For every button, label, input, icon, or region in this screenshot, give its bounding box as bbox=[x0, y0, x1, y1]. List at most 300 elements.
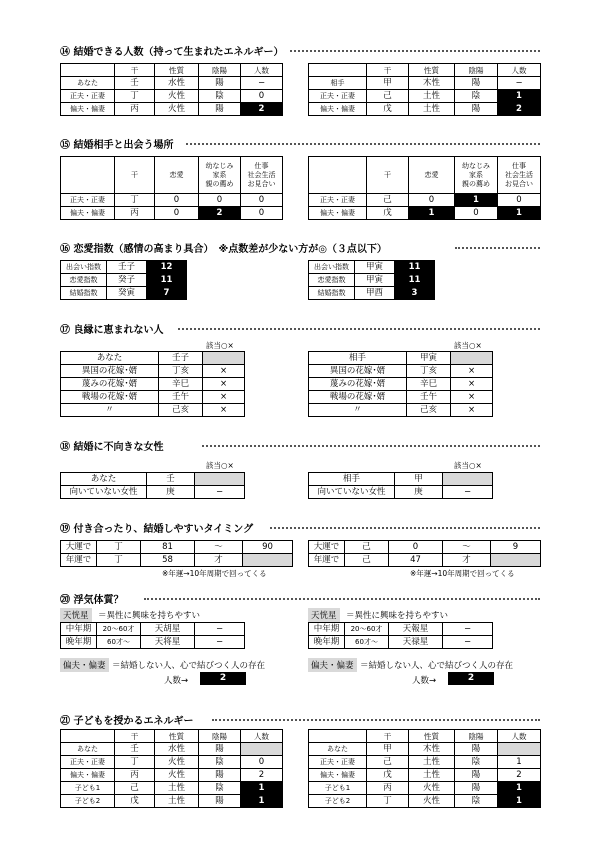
table-cell: 木性 bbox=[409, 77, 455, 90]
table-cell: − bbox=[443, 636, 493, 649]
table-row bbox=[61, 404, 245, 417]
row-label: 偏夫・偏妻 bbox=[61, 103, 115, 116]
table-cell: 天胡星 bbox=[141, 623, 195, 636]
table-cell: 癸子 bbox=[107, 274, 147, 287]
s16-left-table bbox=[60, 260, 187, 300]
table-cell: 陽 bbox=[199, 743, 241, 756]
column-header: 恋愛 bbox=[155, 157, 199, 194]
table-cell: × bbox=[203, 391, 245, 404]
table-row bbox=[61, 378, 245, 391]
column-header: 陰陽 bbox=[455, 64, 498, 77]
table-cell: 陽 bbox=[455, 743, 498, 756]
table-cell: 火性 bbox=[155, 90, 199, 103]
table-cell: 壬子 bbox=[107, 261, 147, 274]
column-header: 幼なじみ 家系 親の薦め bbox=[455, 157, 498, 194]
section-20-header bbox=[60, 591, 540, 605]
table-cell: 庚 bbox=[395, 486, 443, 499]
section-17-header bbox=[60, 321, 540, 335]
table-row bbox=[309, 391, 493, 404]
s20-left-spouse-desc: ＝結婚しない人、心で結びつく人の存在 bbox=[112, 661, 266, 671]
table-cell: 陽 bbox=[199, 795, 241, 808]
dotted-rule bbox=[144, 598, 540, 600]
row-label: 向いていない女性 bbox=[61, 486, 147, 499]
table-cell: 陰 bbox=[199, 90, 241, 103]
table-cell: 1 bbox=[455, 194, 498, 207]
table-cell: 天将星 bbox=[141, 636, 195, 649]
table-cell: 陰 bbox=[199, 756, 241, 769]
table-cell: 9 bbox=[491, 541, 541, 554]
table-row bbox=[309, 473, 493, 486]
row-label: 〃 bbox=[61, 404, 159, 417]
s20-right-count: 2 bbox=[448, 672, 494, 685]
table-row bbox=[309, 77, 541, 90]
table-cell: 丁 bbox=[115, 194, 155, 207]
table-cell: 1 bbox=[498, 756, 541, 769]
s20-left-spouse-label: 偏夫・偏妻 bbox=[60, 658, 109, 672]
column-header: 人数 bbox=[498, 64, 541, 77]
table-row bbox=[61, 743, 283, 756]
table-cell: 丙 bbox=[115, 769, 155, 782]
table-cell: 0 bbox=[241, 194, 283, 207]
s20-right-table bbox=[308, 622, 493, 649]
row-label: 大運で bbox=[61, 541, 97, 554]
s15-right-table bbox=[308, 156, 541, 220]
row-label: 正夫・正妻 bbox=[61, 756, 115, 769]
table-cell: 庚 bbox=[147, 486, 195, 499]
table-cell: 0 bbox=[389, 541, 443, 554]
table-cell: 土性 bbox=[409, 103, 455, 116]
table-row bbox=[309, 404, 493, 417]
table-cell: 0 bbox=[241, 207, 283, 220]
table-cell bbox=[203, 352, 245, 365]
table-cell: × bbox=[203, 378, 245, 391]
table-cell: 戊 bbox=[367, 207, 409, 220]
table-cell: 己亥 bbox=[407, 404, 451, 417]
column-header bbox=[61, 730, 115, 743]
s16-right-table bbox=[308, 260, 435, 300]
table-cell: 0 bbox=[155, 207, 199, 220]
table-row bbox=[309, 623, 493, 636]
table-cell: 1 bbox=[498, 795, 541, 808]
table-cell: 火性 bbox=[155, 769, 199, 782]
column-header: 性質 bbox=[409, 730, 455, 743]
table-row bbox=[309, 782, 541, 795]
section-20 bbox=[60, 591, 540, 701]
table-cell: 甲酉 bbox=[355, 287, 395, 300]
row-label: 異国の花嫁･婿 bbox=[61, 365, 159, 378]
s20-right-star-desc: ＝異性に興味を持ちやすい bbox=[346, 611, 449, 621]
table-cell: 81 bbox=[141, 541, 195, 554]
table-row bbox=[61, 207, 283, 220]
column-header: 干 bbox=[367, 157, 409, 194]
table-cell: 1 bbox=[409, 207, 455, 220]
table-cell: 0 bbox=[455, 207, 498, 220]
table-cell: 1 bbox=[498, 90, 541, 103]
row-label: 結婚指数 bbox=[61, 287, 107, 300]
table-cell: 〜 bbox=[443, 541, 491, 554]
table-row bbox=[61, 194, 283, 207]
table-row bbox=[309, 636, 493, 649]
table-cell: 甲 bbox=[367, 743, 409, 756]
table-cell: 水性 bbox=[155, 77, 199, 90]
section-19 bbox=[60, 520, 540, 580]
table-cell: 丁 bbox=[115, 90, 155, 103]
row-label: 出会い指数 bbox=[309, 261, 355, 274]
header-row bbox=[61, 157, 283, 194]
table-row bbox=[61, 782, 283, 795]
column-header: 幼なじみ 家系 親の薦め bbox=[199, 157, 241, 194]
table-row bbox=[309, 541, 541, 554]
table-row bbox=[61, 391, 245, 404]
table-cell: 己 bbox=[345, 541, 389, 554]
table-cell: 己 bbox=[115, 782, 155, 795]
column-header: 干 bbox=[367, 64, 409, 77]
table-cell: 90 bbox=[243, 541, 293, 554]
row-label: 偏夫・偏妻 bbox=[309, 103, 367, 116]
section-17 bbox=[60, 321, 540, 421]
dotted-rule bbox=[290, 50, 540, 52]
column-header bbox=[61, 64, 115, 77]
row-label: 子ども1 bbox=[309, 782, 367, 795]
table-cell: 土性 bbox=[409, 756, 455, 769]
table-cell: × bbox=[451, 365, 493, 378]
row-label: 偏夫・偏妻 bbox=[309, 769, 367, 782]
table-cell: 木性 bbox=[409, 743, 455, 756]
table-cell: 壬午 bbox=[407, 391, 451, 404]
table-cell: 20〜60才 bbox=[345, 623, 389, 636]
table-cell: 丁 bbox=[367, 795, 409, 808]
row-label: 中年期 bbox=[309, 623, 345, 636]
column-header: 干 bbox=[115, 64, 155, 77]
row-label: 晩年期 bbox=[309, 636, 345, 649]
s17-left-table bbox=[60, 351, 245, 417]
s20-left-table bbox=[60, 622, 245, 649]
table-cell: 天禄星 bbox=[389, 636, 443, 649]
table-cell: 1 bbox=[241, 795, 283, 808]
table-row bbox=[61, 756, 283, 769]
table-cell: 〜 bbox=[195, 541, 243, 554]
table-cell: 陰 bbox=[455, 90, 498, 103]
table-row bbox=[309, 743, 541, 756]
section-15-header bbox=[60, 136, 540, 150]
table-cell: 水性 bbox=[155, 743, 199, 756]
table-cell: 才 bbox=[195, 554, 243, 567]
s20-left-star-desc: ＝異性に興味を持ちやすい bbox=[98, 611, 201, 621]
table-row bbox=[309, 194, 541, 207]
table-row bbox=[309, 352, 493, 365]
table-row bbox=[61, 287, 187, 300]
table-cell bbox=[243, 554, 293, 567]
s19-right-table bbox=[308, 540, 541, 567]
table-cell: 丙 bbox=[115, 103, 155, 116]
dotted-rule bbox=[202, 445, 540, 447]
table-row bbox=[309, 287, 435, 300]
section-19-header bbox=[60, 520, 540, 534]
section-16-header bbox=[60, 240, 540, 254]
section-18-header bbox=[60, 438, 540, 452]
table-cell: 2 bbox=[199, 207, 241, 220]
s20-right-spouse-desc: ＝結婚しない人、心で結びつく人の存在 bbox=[360, 661, 514, 671]
section-21-header bbox=[60, 712, 540, 726]
table-cell: 2 bbox=[498, 769, 541, 782]
table-cell: 1 bbox=[241, 782, 283, 795]
table-cell: 2 bbox=[241, 103, 283, 116]
score-cell: 3 bbox=[395, 287, 435, 300]
s18-left-table bbox=[60, 472, 245, 499]
table-cell: 陰 bbox=[455, 756, 498, 769]
table-cell: 己 bbox=[367, 194, 409, 207]
s18-right-table bbox=[308, 472, 493, 499]
s15-left-table bbox=[60, 156, 283, 220]
table-row bbox=[309, 378, 493, 391]
column-header bbox=[309, 730, 367, 743]
table-cell: 才 bbox=[443, 554, 491, 567]
table-row bbox=[309, 795, 541, 808]
table-cell: 辛巳 bbox=[407, 378, 451, 391]
row-label: 相手 bbox=[309, 352, 407, 365]
table-cell: 戊 bbox=[115, 795, 155, 808]
table-cell: 陽 bbox=[199, 77, 241, 90]
table-row bbox=[309, 769, 541, 782]
table-row bbox=[309, 756, 541, 769]
table-row bbox=[61, 103, 283, 116]
s17-right-table bbox=[308, 351, 493, 417]
table-cell: 己 bbox=[367, 756, 409, 769]
section-15-title: ⑮ 結婚相手と出会う場所 bbox=[60, 140, 179, 151]
dotted-rule bbox=[270, 527, 540, 529]
table-cell: 丁 bbox=[97, 541, 141, 554]
row-label: あなた bbox=[61, 743, 115, 756]
table-cell: × bbox=[451, 404, 493, 417]
s20-left-star-label: 天恍星 bbox=[60, 608, 92, 622]
table-cell bbox=[498, 743, 541, 756]
s20-right-count-label: 人数→ bbox=[412, 676, 437, 686]
section-21 bbox=[60, 712, 540, 812]
column-header bbox=[309, 64, 367, 77]
s21-right-table bbox=[308, 729, 541, 808]
row-label: 蔑みの花嫁･婿 bbox=[309, 378, 407, 391]
s19-left-table bbox=[60, 540, 293, 567]
table-row bbox=[61, 554, 293, 567]
table-row bbox=[61, 274, 187, 287]
table-cell: 陽 bbox=[199, 769, 241, 782]
table-row bbox=[61, 623, 245, 636]
table-cell: 1 bbox=[498, 207, 541, 220]
column-header: 陰陽 bbox=[199, 730, 241, 743]
column-header: 陰陽 bbox=[455, 730, 498, 743]
header-row bbox=[61, 730, 283, 743]
table-cell: × bbox=[451, 391, 493, 404]
table-row bbox=[309, 103, 541, 116]
row-label: 相手 bbox=[309, 473, 395, 486]
table-cell: 天報星 bbox=[389, 623, 443, 636]
table-cell: 陽 bbox=[455, 103, 498, 116]
table-cell: 2 bbox=[241, 769, 283, 782]
table-cell bbox=[491, 554, 541, 567]
table-row bbox=[61, 365, 245, 378]
s17-left-note: 該当○× bbox=[206, 341, 234, 350]
table-cell: 壬午 bbox=[159, 391, 203, 404]
table-row bbox=[61, 769, 283, 782]
table-row bbox=[309, 90, 541, 103]
section-15 bbox=[60, 136, 540, 226]
row-label: 正夫・正妻 bbox=[309, 194, 367, 207]
table-cell: − bbox=[443, 623, 493, 636]
table-cell: 丁 bbox=[97, 554, 141, 567]
table-cell: − bbox=[195, 623, 245, 636]
table-row bbox=[309, 486, 493, 499]
column-header: 性質 bbox=[409, 64, 455, 77]
table-row bbox=[61, 261, 187, 274]
row-label: 偏夫・偏妻 bbox=[61, 769, 115, 782]
header-row bbox=[309, 730, 541, 743]
table-cell: 2 bbox=[498, 103, 541, 116]
row-label: 晩年期 bbox=[61, 636, 97, 649]
s19-left-note: ※年運→10年周期で回ってくる bbox=[162, 569, 267, 578]
score-cell: 12 bbox=[147, 261, 187, 274]
section-20-title: ⑳ 浮気体質？ bbox=[60, 595, 129, 606]
score-cell: 7 bbox=[147, 287, 187, 300]
section-14 bbox=[60, 43, 540, 123]
table-cell: 己亥 bbox=[159, 404, 203, 417]
s18-left-note: 該当○× bbox=[206, 461, 234, 470]
table-cell: 火性 bbox=[409, 795, 455, 808]
table-row bbox=[61, 90, 283, 103]
column-header: 性質 bbox=[155, 730, 199, 743]
header-row bbox=[309, 64, 541, 77]
table-row bbox=[61, 352, 245, 365]
table-cell: 0 bbox=[155, 194, 199, 207]
column-header: 干 bbox=[367, 730, 409, 743]
table-cell: 陽 bbox=[199, 103, 241, 116]
column-header bbox=[309, 157, 367, 194]
table-cell: 戊 bbox=[367, 103, 409, 116]
score-cell: 11 bbox=[395, 274, 435, 287]
s20-left-count: 2 bbox=[200, 672, 246, 685]
row-label: あなた bbox=[61, 352, 159, 365]
row-label: 結婚指数 bbox=[309, 287, 355, 300]
table-cell: 壬子 bbox=[159, 352, 203, 365]
table-cell: 土性 bbox=[155, 782, 199, 795]
table-row bbox=[309, 207, 541, 220]
row-label: 大運で bbox=[309, 541, 345, 554]
row-label: 子ども2 bbox=[61, 795, 115, 808]
header-row bbox=[61, 64, 283, 77]
table-cell: 火性 bbox=[409, 782, 455, 795]
table-cell: 壬 bbox=[147, 473, 195, 486]
section-14-title: ⑭ 結婚できる人数（持って生まれたエネルギー） bbox=[60, 47, 289, 58]
table-cell: − bbox=[498, 77, 541, 90]
table-cell bbox=[241, 743, 283, 756]
row-label: 中年期 bbox=[61, 623, 97, 636]
table-cell: 0 bbox=[498, 194, 541, 207]
row-label: 異国の花嫁･婿 bbox=[309, 365, 407, 378]
table-cell: 土性 bbox=[155, 795, 199, 808]
s21-left-table bbox=[60, 729, 283, 808]
row-label: 恋愛指数 bbox=[61, 274, 107, 287]
table-row bbox=[309, 274, 435, 287]
row-label: 正夫・正妻 bbox=[309, 756, 367, 769]
table-cell: 土性 bbox=[409, 90, 455, 103]
table-cell: 陽 bbox=[455, 77, 498, 90]
table-cell: 丙 bbox=[115, 207, 155, 220]
table-row bbox=[61, 541, 293, 554]
column-header: 仕事 社会生活 お見合い bbox=[498, 157, 541, 194]
header-row bbox=[309, 157, 541, 194]
section-18-title: ⑱ 結婚に不向きな女性 bbox=[60, 442, 169, 453]
s20-right-spouse-label: 偏夫・偏妻 bbox=[308, 658, 357, 672]
table-cell: 60才〜 bbox=[345, 636, 389, 649]
table-cell: 丁亥 bbox=[407, 365, 451, 378]
table-cell: − bbox=[195, 486, 245, 499]
dotted-rule bbox=[178, 328, 540, 330]
table-cell: 己 bbox=[345, 554, 389, 567]
row-label: 戦場の花嫁･婿 bbox=[61, 391, 159, 404]
dotted-rule bbox=[212, 719, 540, 721]
row-label: 戦場の花嫁･婿 bbox=[309, 391, 407, 404]
row-label: あなた bbox=[61, 77, 115, 90]
table-row bbox=[309, 261, 435, 274]
table-cell: 戊 bbox=[367, 769, 409, 782]
table-cell: − bbox=[443, 486, 493, 499]
table-cell bbox=[451, 352, 493, 365]
row-label: 向いていない女性 bbox=[309, 486, 395, 499]
section-21-title: ㉑ 子どもを授かるエネルギー bbox=[60, 716, 199, 727]
s19-right-note: ※年運→10年周期で回ってくる bbox=[410, 569, 515, 578]
table-cell: 47 bbox=[389, 554, 443, 567]
dotted-rule bbox=[186, 143, 540, 145]
table-cell: 陰 bbox=[199, 782, 241, 795]
s18-right-note: 該当○× bbox=[454, 461, 482, 470]
table-cell: 陽 bbox=[455, 769, 498, 782]
column-header: 干 bbox=[115, 157, 155, 194]
column-header: 性質 bbox=[155, 64, 199, 77]
table-cell: 陰 bbox=[455, 795, 498, 808]
column-header: 仕事 社会生活 お見合い bbox=[241, 157, 283, 194]
table-cell: 火性 bbox=[155, 103, 199, 116]
table-cell: 甲寅 bbox=[355, 261, 395, 274]
section-17-title: ⑰ 良縁に恵まれない人 bbox=[60, 325, 169, 336]
table-cell: − bbox=[195, 636, 245, 649]
row-label: 〃 bbox=[309, 404, 407, 417]
column-header: 陰陽 bbox=[199, 64, 241, 77]
section-14-header bbox=[60, 43, 540, 57]
table-cell: × bbox=[451, 378, 493, 391]
table-cell: 火性 bbox=[155, 756, 199, 769]
table-cell: 1 bbox=[498, 782, 541, 795]
table-row bbox=[61, 77, 283, 90]
s17-right-note: 該当○× bbox=[454, 341, 482, 350]
row-label: 蔑みの花嫁･婿 bbox=[61, 378, 159, 391]
section-19-title: ⑲ 付き合ったり、結婚しやすいタイミング bbox=[60, 524, 259, 535]
score-cell: 11 bbox=[395, 261, 435, 274]
s20-right-star-label: 天恍星 bbox=[308, 608, 340, 622]
table-cell: 丙 bbox=[367, 782, 409, 795]
row-label: あなた bbox=[61, 473, 147, 486]
row-label: 正夫・正妻 bbox=[61, 90, 115, 103]
table-cell bbox=[195, 473, 245, 486]
row-label: 正夫・正妻 bbox=[61, 194, 115, 207]
table-row bbox=[61, 636, 245, 649]
table-cell: 己 bbox=[367, 90, 409, 103]
table-cell: 0 bbox=[241, 90, 283, 103]
dotted-rule bbox=[455, 247, 540, 249]
table-row bbox=[309, 365, 493, 378]
row-label: 恋愛指数 bbox=[309, 274, 355, 287]
s20-left-count-label: 人数→ bbox=[164, 676, 189, 686]
row-label: 相手 bbox=[309, 77, 367, 90]
table-cell: 58 bbox=[141, 554, 195, 567]
